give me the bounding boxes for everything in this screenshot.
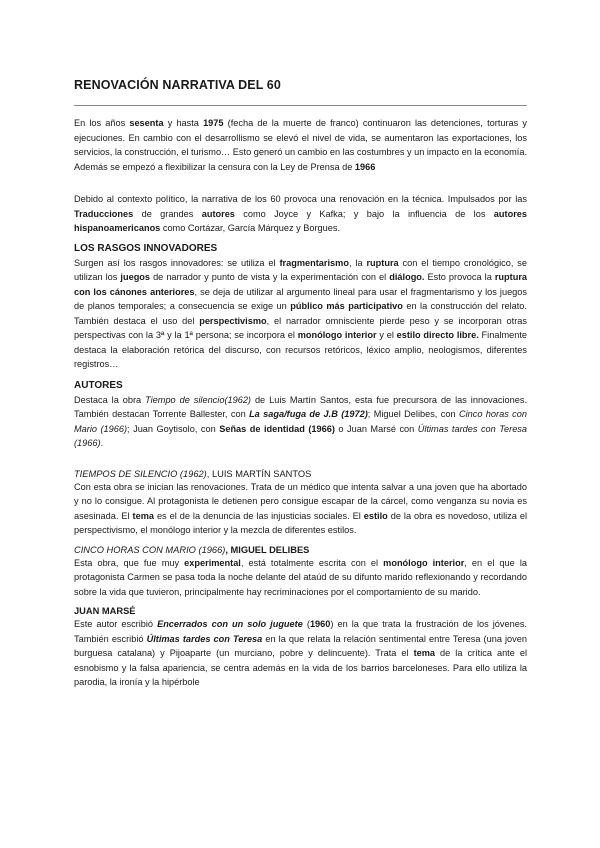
text-run: estilo — [363, 510, 388, 521]
text-run: diálogo. — [389, 272, 425, 282]
text-run: estilo directo libre. — [396, 330, 479, 340]
text-run: Traducciones — [74, 208, 134, 219]
section-heading-autores: AUTORES — [74, 379, 123, 391]
text-run: Encerrados con un solo juguete — [157, 619, 303, 629]
text-run: Cinco horas con Mario (1966) — [74, 409, 527, 434]
text-run: La saga/fuga de J.B (1972) — [249, 409, 368, 419]
text-run: monólogo interior — [383, 557, 465, 568]
section-heading-rasgos: LOS RASGOS INNOVADORES — [74, 242, 218, 254]
tiempos-paragraph: Con esta obra se inician las renovaciones. Trata de un médico que intenta salvar a una joven que ha abortado y no lo consigue. Al protagonista le detienen pero consigue escapar de la cárcel, como venganza su novia es asesinada. El tema es el de la denuncia de las injusticias sociales. El estilo de la obra es novedoso, utiliza el perspectivismo, el monólogo interior y la mezcla de diferentes estilos. — [74, 481, 527, 535]
text-run: Tiempo de silencio — [145, 394, 225, 405]
text-run: experimental — [184, 557, 241, 568]
intro-paragraph-1: En los años sesenta y hasta 1975 (fecha de la muerte de franco) continuaron las detenciones, torturas y ejecuciones. En cambio con el desarrollismo se elevó el nivel de vida, se aumentaron las exportaciones, los servicios, la construcción, el turismo… Esto generó un cambio en las costumbres y un impacto en la economía. Además se empezó a flexibilizar la censura con la Ley de Prensa de 1966 — [74, 118, 527, 172]
text-run: autores — [201, 208, 235, 219]
text-run: CINCO HORAS CON MARIO (1966) — [74, 544, 226, 555]
text-run: TIEMPOS DE SILENCIO (1962) — [74, 468, 207, 479]
text-run: tema — [132, 510, 154, 521]
text-run: 1975 — [203, 118, 224, 128]
intro-paragraph-2: Debido al contexto político, la narrativa de los 60 provoca una renovación en la técnica. Impulsados por las Traducciones de grandes autores como Joyce y Kafka; y bajo la influencia de los autores hispanoamericanos como Cortázar, García Márquez y Borgues. — [74, 194, 527, 233]
text-run: autores hispanoamericanos — [74, 208, 527, 233]
text-run: sesenta — [129, 118, 164, 128]
document-content — [74, 78, 527, 690]
text-run: 1966 — [354, 161, 376, 172]
text-run: (1962) — [224, 394, 251, 405]
text-run: fragmentarismo — [279, 257, 349, 268]
page-title: RENOVACIÓN NARRATIVA DEL 60 — [74, 78, 281, 92]
title-divider — [74, 105, 527, 106]
text-run: tema — [413, 648, 436, 658]
rasgos-paragraph: Surgen así los rasgos innovadores: se utiliza el fragmentarismo, la ruptura con el tiempo cronológico, se utilizan los juegos de narrador y punto de vista y la experimentación con el diálogo. Esto provoca la ruptura con los cánones anteriores, se deja de utilizar al argumento lineal para usar el fragmentarismo y los juegos de planos temporales; a consecuencia se exige un público más participativo en la construcción del relato. También destaca el uso del perspectivismo, el narrador omnisciente pierde peso y se incorporan otras perspectivas con la 3ª y la 1ª persona; se incorpora el monólogo interior y el estilo directo libre. Finalmente destaca la elaboración retórica del discurso, con recursos retóricos, léxico amplio, neologismos, diferentes registros… — [74, 257, 528, 369]
text-run: público más participativo — [290, 301, 403, 311]
text-run: 1960 — [309, 619, 331, 629]
text-run: Últimas tardes con Teresa — [146, 633, 263, 644]
section-heading-marse: JUAN MARSÉ — [74, 606, 136, 616]
text-run: ruptura — [366, 257, 399, 268]
text-run: juegos — [120, 272, 151, 282]
text-run: ruptura con los cánones anteriores — [74, 272, 527, 297]
text-run: Señas de identidad (1966) — [219, 423, 335, 434]
section-heading-cinco-horas — [74, 545, 527, 555]
text-run: Últimas tardes con Teresa (1966) — [74, 423, 528, 448]
autores-paragraph: Destaca la obra Tiempo de silencio(1962) de Luis Martín Santos, esta fue precursora de las innovaciones. También destacan Torrente Ballester, con La saga/fuga de J.B (1972); Miguel Delibes, con Cinco horas con Mario (1966); Juan Goytisolo, con Señas de identidad (1966) o Juan Marsé con Últimas tardes con Teresa (1966). — [74, 394, 528, 448]
cinco-horas-paragraph: Esta obra, que fue muy experimental, está totalmente escrita con el monólogo interior, en el que la protagonista Carmen se pasa toda la noche delante del ataúd de su difunto marido reflexionando y recordando sobre la vida que tuvieron, principalmente hay recriminaciones por el comportamiento de su marido. — [74, 557, 527, 597]
marse-paragraph: Este autor escribió Encerrados con un solo juguete (1960) en la que trata la frustración de los jóvenes. También escribió Últimas tardes con Teresa en la que relata la relación sentimental entre Teresa (una joven burguesa catalana) y Pijoaparte (un murciano, pobre y delincuente). Trata el tema de la crítica ante el esnobismo y la falsa apariencia, se centra además en la vida de los barrios barceloneses. Para ello utiliza la parodia, la ironía y la hipérbole — [74, 619, 528, 687]
text-run: monólogo interior — [297, 330, 377, 340]
text-run: , MIGUEL DELIBES — [225, 544, 310, 555]
text-run: perspectivismo — [199, 315, 267, 326]
section-heading-tiempos: TIEMPOS DE SILENCIO (1962), LUIS MARTÍN SANTOS — [74, 468, 312, 479]
